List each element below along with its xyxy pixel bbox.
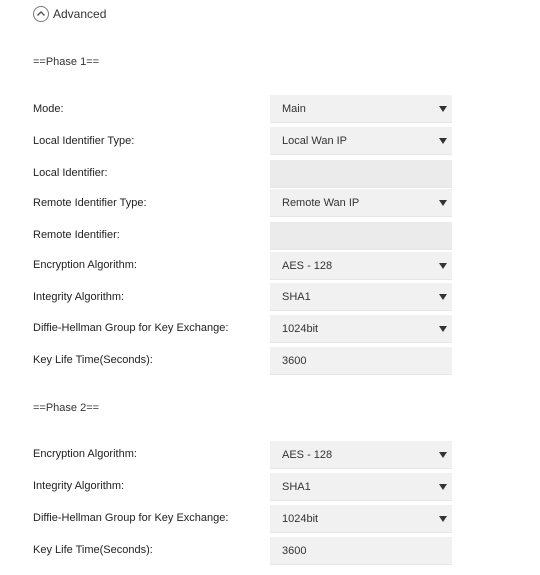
phase2-integrity-label: Integrity Algorithm: <box>33 480 125 492</box>
phase2-dh-group-label: Diffie-Hellman Group for Key Exchange: <box>33 512 229 524</box>
phase1-remote-id-type-value: Remote Wan IP <box>282 196 360 209</box>
phase1-local-id-label: Local Identifier: <box>33 167 108 179</box>
phase2-dh-group-select[interactable] <box>270 505 452 533</box>
phase1-key-life-label: Key Life Time(Seconds): <box>33 354 153 366</box>
phase2-encryption-value: AES - 128 <box>282 448 333 461</box>
phase1-local-id-type-value: Local Wan IP <box>282 134 348 147</box>
phase2-integrity-value: SHA1 <box>282 480 311 493</box>
caret-down-icon <box>439 484 447 490</box>
phase1-encryption-select[interactable] <box>270 252 452 280</box>
caret-down-icon <box>439 138 447 144</box>
caret-down-icon <box>439 263 447 269</box>
caret-down-icon <box>439 516 447 522</box>
phase2-heading: ==Phase 2== <box>33 402 100 414</box>
phase1-local-id-type-select[interactable] <box>270 127 452 155</box>
phase1-dh-group-select[interactable] <box>270 315 452 343</box>
phase2-integrity-select[interactable] <box>270 473 452 501</box>
phase1-dh-group-value: 1024bit <box>282 322 319 335</box>
phase1-remote-id-input[interactable] <box>270 222 452 250</box>
phase1-integrity-value: SHA1 <box>282 290 311 303</box>
phase1-heading: ==Phase 1== <box>33 56 100 68</box>
caret-down-icon <box>439 294 447 300</box>
phase1-remote-id-label: Remote Identifier: <box>33 229 120 241</box>
phase1-mode-value: Main <box>282 102 306 115</box>
phase1-remote-id-type-select[interactable] <box>270 189 452 217</box>
phase1-mode-select[interactable] <box>270 95 452 123</box>
phase2-key-life-input[interactable] <box>270 537 452 565</box>
phase2-dh-group-value: 1024bit <box>282 512 319 525</box>
advanced-toggle[interactable] <box>33 4 106 24</box>
phase1-key-life-input[interactable] <box>270 347 452 375</box>
phase1-integrity-label: Integrity Algorithm: <box>33 291 125 303</box>
advanced-label: Advanced <box>53 7 107 21</box>
phase2-key-life-value: 3600 <box>282 544 307 557</box>
phase1-remote-id-type-label: Remote Identifier Type: <box>33 197 147 209</box>
phase1-encryption-value: AES - 128 <box>282 259 333 272</box>
phase1-mode-label: Mode: <box>33 103 64 115</box>
caret-down-icon <box>439 200 447 206</box>
phase1-encryption-label: Encryption Algorithm: <box>33 259 137 271</box>
phase1-dh-group-label: Diffie-Hellman Group for Key Exchange: <box>33 322 229 334</box>
chevron-up-circle-icon <box>33 6 49 22</box>
phase1-integrity-select[interactable] <box>270 283 452 311</box>
caret-down-icon <box>439 452 447 458</box>
phase1-local-id-type-label: Local Identifier Type: <box>33 135 135 147</box>
phase2-encryption-label: Encryption Algorithm: <box>33 448 137 460</box>
phase2-encryption-select[interactable] <box>270 441 452 469</box>
phase1-key-life-value: 3600 <box>282 354 307 367</box>
phase1-local-id-input[interactable] <box>270 160 452 188</box>
caret-down-icon <box>439 326 447 332</box>
caret-down-icon <box>439 106 447 112</box>
phase2-key-life-label: Key Life Time(Seconds): <box>33 544 153 556</box>
